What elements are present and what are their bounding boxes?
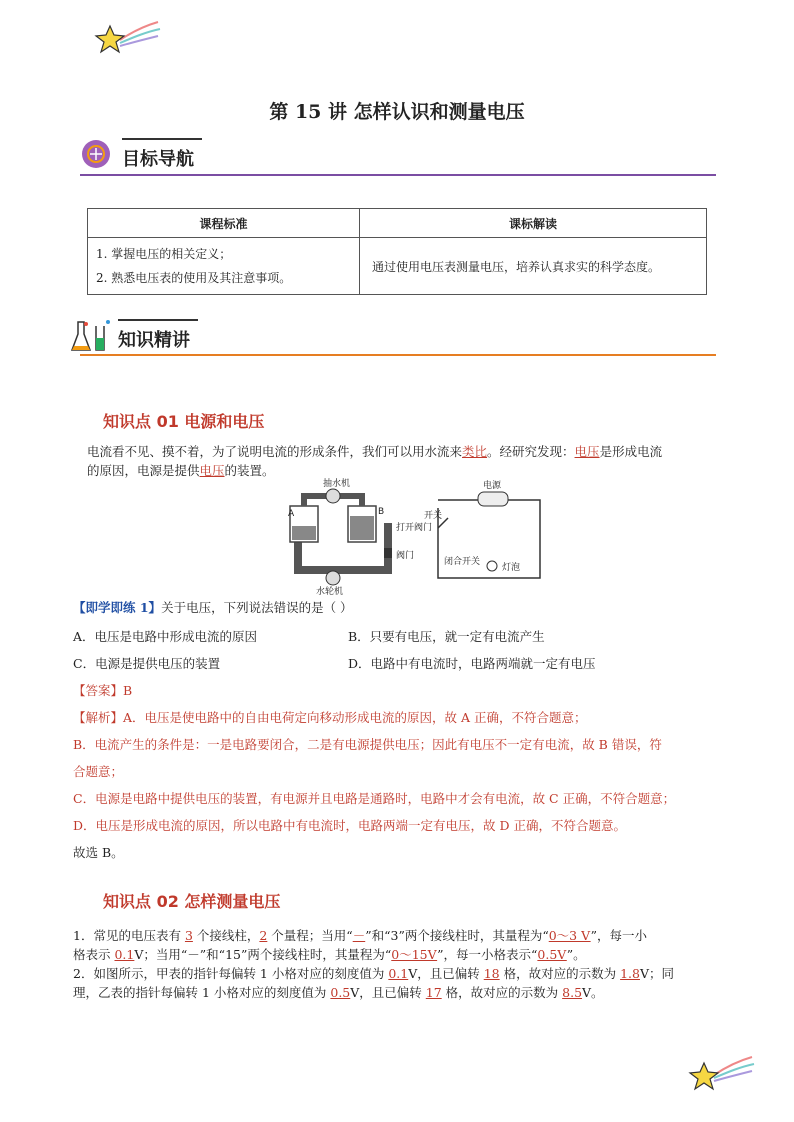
text: 格，故对应的示数为 (499, 966, 621, 981)
label-pump: 抽水机 (323, 479, 351, 489)
option-b: B．只要有电压，就一定有电流产生 (348, 629, 545, 644)
label-valve: 阀门 (396, 551, 415, 561)
kp2-line-4 (73, 983, 604, 1001)
answer-tag: 【答案】 (73, 683, 124, 698)
kp1-paragraph (87, 442, 723, 480)
fill-blank: 0.5 (330, 985, 351, 1000)
standard-item: 1. 掌握电压的相关定义； (96, 247, 232, 261)
text: ”，每一小 (590, 928, 647, 943)
section-divider (80, 354, 716, 356)
label-b: B (378, 507, 385, 517)
fill-blank: 0～3 V (548, 928, 591, 943)
table-header-standard: 课程标准 (88, 209, 360, 238)
fill-blank: 0.5V (537, 947, 567, 962)
option-c: C．电源是提供电压的装置 (73, 656, 221, 671)
text: 格，故对应的示数为 (441, 985, 563, 1000)
course-standard-table (87, 208, 707, 295)
section-divider (80, 174, 716, 176)
text: 2．如图所示，甲表的指针每偏转 1 小格对应的刻度值为 (73, 966, 389, 981)
fill-blank: 8.5 (562, 985, 583, 1000)
fill-blank: 1.8 (620, 966, 640, 981)
answer-value: B (123, 683, 133, 698)
section-knowledge-heading: 知识精讲 (118, 330, 190, 351)
heading-overline (122, 138, 202, 140)
text: 理，乙表的指针每偏转 1 小格对应的刻度值为 (73, 985, 331, 1000)
fill-blank: 电压 (199, 463, 225, 478)
text: 的装置。 (224, 463, 275, 478)
label-close-switch: 闭合开关 (444, 557, 481, 567)
text: 个量程；当用“ (267, 928, 353, 943)
fill-blank: 2 (259, 928, 268, 943)
fill-blank: 0.1 (388, 966, 409, 981)
fill-blank: 类比 (462, 444, 488, 459)
brain-icon (80, 138, 116, 174)
fill-blank: 电压 (574, 444, 600, 459)
star-decoration-icon (686, 1053, 756, 1095)
text: V，且已偏转 (408, 966, 484, 981)
text: 的原因，电源是提供 (87, 463, 200, 478)
text: 个接线柱， (192, 928, 260, 943)
section-goal-heading: 目标导航 (122, 149, 194, 170)
text: 1．常见的电压表有 (73, 928, 185, 943)
text: V；同 (639, 966, 675, 981)
text: 电流看不见、摸不着，为了说明电流的形成条件，我们可以用水流来 (87, 444, 463, 459)
flask-icon (70, 318, 114, 356)
text: V，且已偏转 (350, 985, 426, 1000)
analysis-line: D．电压是形成电流的原因，所以电路中有电流时，电路两端一定有电压，故 D 正确，不符合题意。 (73, 818, 626, 833)
text: 。经研究发现： (487, 444, 575, 459)
exercise-tag: 【即学即练 1】 (73, 600, 162, 615)
fill-blank: 18 (483, 966, 500, 981)
fill-blank: 0.1 (114, 947, 135, 962)
analysis-line: A．电压是使电路中的自由电荷定向移动形成电流的原因，故 A 正确，不符合题意； (123, 710, 587, 725)
text: V。 (582, 985, 604, 1000)
kp2-line-3 (73, 964, 674, 982)
option-d: D．电路中有电流时，电路两端就一定有电压 (348, 656, 596, 671)
kp2-title: 知识点 02 怎样测量电压 (103, 892, 281, 911)
fill-blank: 3 (184, 928, 193, 943)
label-lamp: 灯泡 (502, 563, 521, 573)
table-cell-interpretation: 通过使用电压表测量电压，培养认真求实的科学态度。 (360, 238, 707, 295)
label-source: 电源 (483, 481, 502, 491)
kp2-line-1 (73, 926, 647, 944)
table-header-interpretation: 课标解读 (360, 209, 707, 238)
analysis-line: C．电源是电路中提供电压的装置，有电源并且电路是通路时，电路中才会有电流，故 C 正确，不符合题意； (73, 791, 676, 806)
text: V；当用“－”和“15”两个接线柱时，其量程为“ (134, 947, 392, 962)
text: ”，每一小格表示“ (437, 947, 538, 962)
page-title: 第 15 讲 怎样认识和测量电压 (269, 101, 525, 123)
text: 格表示 (73, 947, 115, 962)
water-circuit-analogy-diagram (278, 478, 548, 596)
star-decoration-icon (92, 18, 162, 58)
text: 是形成电流 (599, 444, 663, 459)
text: ”和“3”两个接线柱时，其量程为“ (365, 928, 549, 943)
label-a: A (288, 509, 295, 519)
analysis (73, 708, 733, 726)
exercise-question (73, 598, 353, 616)
fill-blank: 17 (425, 985, 442, 1000)
question-text: 关于电压，下列说法错误的是（ ） (161, 600, 353, 615)
label-turbine: 水轮机 (316, 587, 344, 596)
heading-overline (118, 319, 198, 321)
text: ”。 (566, 947, 586, 962)
answer (73, 681, 132, 699)
label-switch: 开关 (424, 511, 443, 521)
fill-blank: － (352, 928, 366, 943)
analysis-tag: 【解析】 (73, 710, 124, 725)
analysis-line: B．电流产生的条件是：一是电路要闭合，二是有电源提供电压；因此有电压不一定有电流，故 B 错误，符 (73, 737, 662, 752)
kp2-line-2 (73, 945, 586, 963)
standard-item: 2. 熟悉电压表的使用及其注意事项。 (96, 271, 292, 285)
option-a: A．电压是电路中形成电流的原因 (73, 629, 258, 644)
kp1-title: 知识点 01 电源和电压 (103, 412, 265, 431)
table-cell-standards (88, 238, 360, 295)
fill-blank: 0～15V (391, 947, 438, 962)
label-open-valve: 打开阀门 (396, 523, 433, 533)
analysis-line: 合题意； (73, 764, 124, 779)
conclusion: 故选 B。 (73, 845, 124, 860)
